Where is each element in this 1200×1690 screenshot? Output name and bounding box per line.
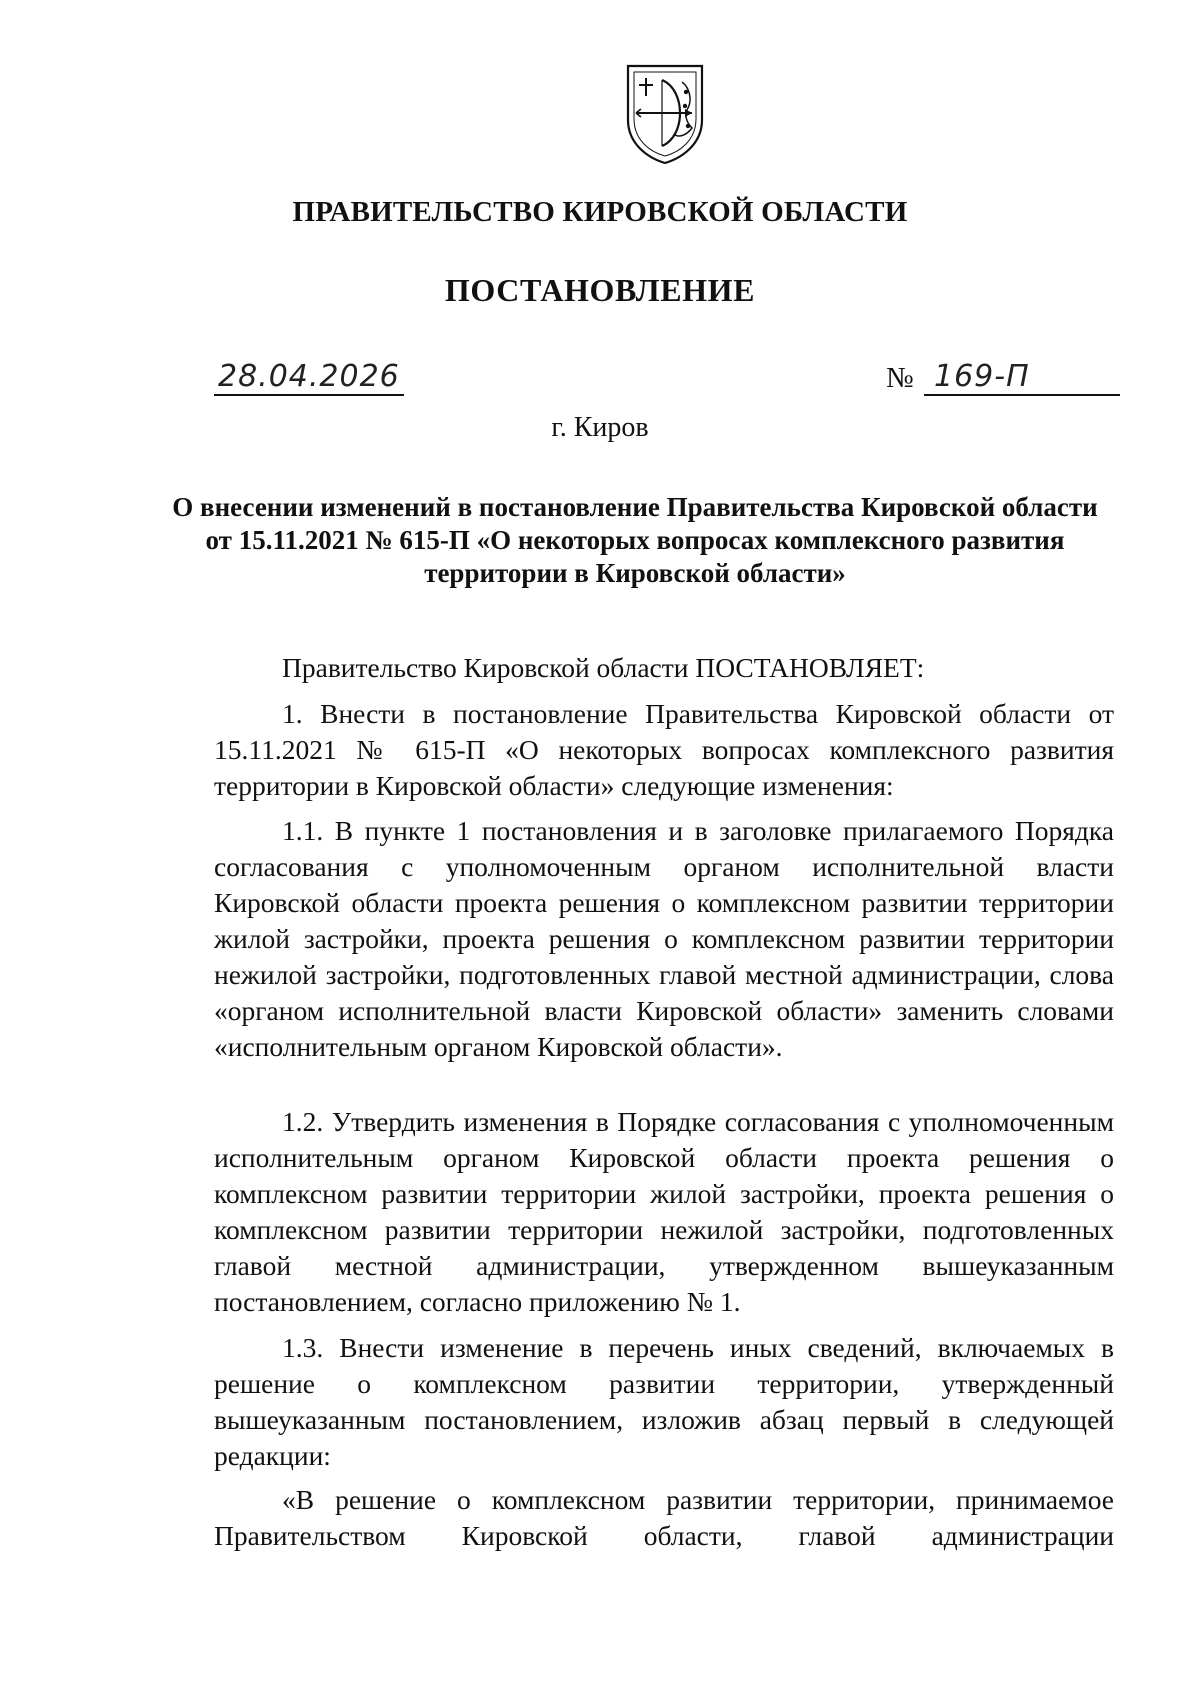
intro-paragraph: Правительство Кировской области ПОСТАНОВЛЯЕТ:: [282, 652, 925, 683]
quote-paragraph: «В решение о комплексном развитии территории, принимаемое Правительством Кировской области, главой администрации: [214, 1484, 1114, 1551]
paragraph-1: 1. Внести в постановление Правительства Кировской области от 15.11.2021 № 615-П «О некоторых вопросах комплексного развития территории в Кировской области» следующие изменения:: [214, 698, 1114, 801]
document-type: ПОСТАНОВЛЕНИЕ: [444, 272, 756, 308]
coat-of-arms-icon: [624, 62, 706, 166]
number-sign: №: [886, 362, 914, 394]
document-date: 28.04.2026: [214, 360, 404, 396]
paragraph-1-1: 1.1. В пункте 1 постановления и в заголовке прилагаемого Порядка согласования с уполномоченным органом исполнительной власти Кировской области проекта решения о комплексном развитии территории жилой застройки, проекта решения о комплексном развитии территории нежилой застройки, подготовленных главой местной администрации, слова «органом исполнительной власти Кировской области» заменить словами «исполнительным органом Кировской области».: [214, 815, 1114, 1062]
organization-name: ПРАВИТЕЛЬСТВО КИРОВСКОЙ ОБЛАСТИ: [292, 196, 908, 228]
document-number: 169-П: [924, 360, 1120, 396]
city: г. Киров: [551, 412, 649, 443]
paragraph-1-2: 1.2. Утвердить изменения в Порядке согласования с уполномоченным исполнительным органом Кировской области проекта решения о комплексном развитии территории жилой застройки, проекта решения о комплексном развитии территории нежилой застройки, подготовленных главой местной администрации, утвержденном вышеуказанным постановлением, согласно приложению № 1.: [214, 1106, 1114, 1317]
document-title: О внесении изменений в постановление Правительства Кировской области от 15.11.2021 № 615-П «О некоторых вопросах комплексного развития территории в Кировской области»: [172, 492, 1098, 588]
paragraph-1-3: 1.3. Внести изменение в перечень иных сведений, включаемых в решение о комплексном развитии территории, утвержденный вышеуказанным постановлением, изложив абзац первый в следующей редакции:: [214, 1332, 1114, 1471]
